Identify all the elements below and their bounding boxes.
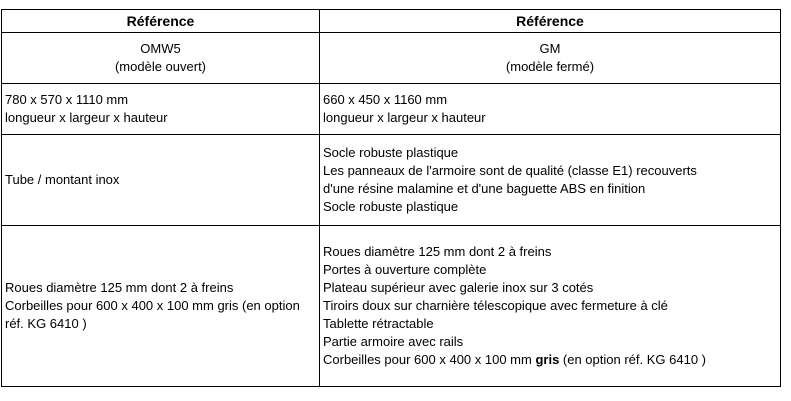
baskets-color: gris xyxy=(535,352,560,367)
material-line: Socle robuste plastique xyxy=(323,199,459,214)
dimensions-size-left: 780 x 570 x 1110 mm xyxy=(5,92,129,107)
feature-item: Roues diamètre 125 mm dont 2 à freins xyxy=(323,244,552,259)
model-note-left: (modèle ouvert) xyxy=(114,59,207,74)
features-cell-right xyxy=(320,226,781,387)
baskets-prefix: Corbeilles pour 600 x 400 x 100 mm xyxy=(323,352,536,367)
dimensions-row xyxy=(2,84,781,135)
model-cell-left xyxy=(2,33,320,84)
material-line: Socle robuste plastique xyxy=(323,145,459,160)
dimensions-cell-right xyxy=(320,84,781,135)
feature-item: Portes à ouverture complète xyxy=(323,262,487,277)
header-row xyxy=(2,10,781,33)
feature-item: Plateau supérieur avec galerie inox sur 3 cotés xyxy=(323,280,594,295)
material-cell-right xyxy=(320,135,781,226)
feature-item: Tablette rétractable xyxy=(323,316,434,331)
header-reference-right: Référence xyxy=(320,10,781,33)
dimensions-cell-left xyxy=(2,84,320,135)
features-baskets-left: Corbeilles pour 600 x 400 x 100 mm gris (en option réf. KG 6410 ) xyxy=(5,298,300,331)
features-wheels-left: Roues diamètre 125 mm dont 2 à freins xyxy=(5,280,234,295)
material-line: d'une résine malamine et d'une baguette ABS en finition xyxy=(323,181,646,196)
header-reference-left: Référence xyxy=(2,10,320,33)
baskets-suffix: (en option réf. KG 6410 ) xyxy=(559,352,706,367)
material-row xyxy=(2,135,781,226)
feature-item: Partie armoire avec rails xyxy=(323,334,464,349)
feature-item-baskets xyxy=(323,351,777,369)
model-note-right: (modèle fermé) xyxy=(505,59,595,74)
features-cell-left xyxy=(2,226,320,387)
dimensions-size-right: 660 x 450 x 1160 mm xyxy=(323,92,448,107)
material-text-left: Tube / montant inox xyxy=(5,172,120,187)
feature-item: Tiroirs doux sur charnière télescopique avec fermeture à clé xyxy=(323,298,668,313)
spec-table xyxy=(1,9,781,387)
features-row xyxy=(2,226,781,387)
model-row xyxy=(2,33,781,84)
dimensions-axes-right: longueur x largeur x hauteur xyxy=(323,110,486,125)
dimensions-axes-left: longueur x largeur x hauteur xyxy=(5,110,168,125)
material-cell-left xyxy=(2,135,320,226)
material-line: Les panneaux de l'armoire sont de qualité (classe E1) recouverts xyxy=(323,163,697,178)
model-name-left: OMW5 xyxy=(140,41,181,56)
model-cell-right xyxy=(320,33,781,84)
model-name-right: GM xyxy=(539,41,561,56)
